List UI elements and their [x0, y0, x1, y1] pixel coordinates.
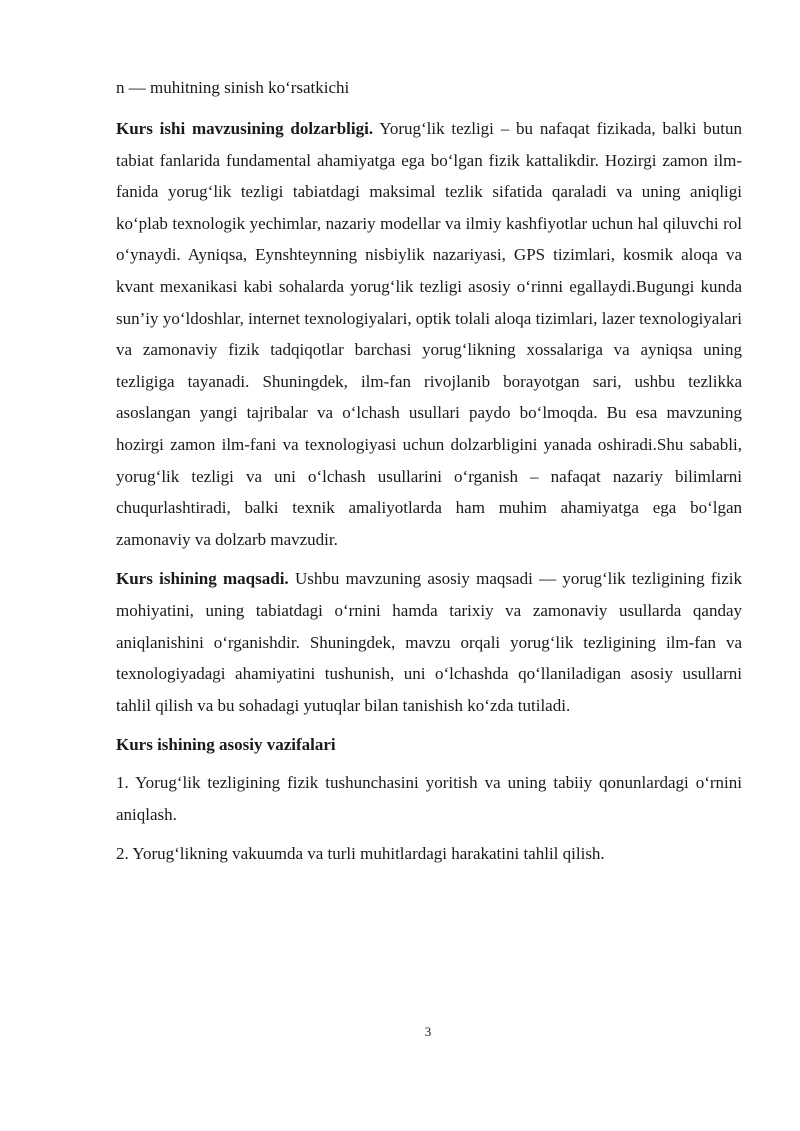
relevance-paragraph: [116, 113, 742, 555]
goal-paragraph: [116, 563, 742, 721]
task-item-1: 1. Yorugʻlik tezligining fizik tushunchasini yoritish va uning tabiiy qonunlardagi oʻrnini aniqlash.: [116, 773, 742, 824]
page-content: [116, 72, 742, 878]
page-number: 3: [424, 1024, 432, 1039]
tasks-heading: Kurs ishining asosiy vazifalari: [116, 735, 336, 755]
relevance-text: Yorugʻlik tezligi – bu nafaqat fizikada, balki butun tabiat fanlarida fundamental ahamiyatga ega boʻlgan fizik kattalikdir. Hozirgi zamon ilm-fanida yorugʻlik tezligi tabiatdagi maksimal tezlik sifatida qaraladi va uning aniqligi koʻplab texnologik yechimlar, nazariy modellar va ilmiy kashfiyotlar uchun hal qiluvchi rol oʻynaydi. Ayniqsa, Eynshteynning nisbiylik nazariyasi, GPS tizimlari, kosmik aloqa va kvant mexanikasi kabi sohalarda yorugʻlik tezligi asosiy oʻrinni egallaydi.Bugungi kunda sun’iy yoʻldoshlar, internet texnologiyalari, optik tolali aloqa tizimlari, lazer texnologiyalari va zamonaviy fizik tadqiqotlar barchasi yorugʻlikning xossalariga va ayniqsa uning tezligiga tayanadi. Shuningdek, ilm-fan rivojlanib borayotgan sari, ushbu tezlikka asoslangan yangi tajribalar va oʻlchash usullari paydo boʻlmoqda. Bu esa mavzuning hozirgi zamon ilm-fani va texnologiyasi uchun dolzarbligini yanada oshiradi.Shu sababli, yorugʻlik tezligi va uni oʻlchash usullarini oʻrganish – nafaqat nazariy bilimlarni chuqurlashtiradi, balki texnik amaliyotlarda ham muhim ahamiyatga ega boʻlgan zamonaviy va dolzarb mavzudir.: [116, 119, 742, 549]
relevance-heading: Kurs ishi mavzusining dolzarbligi.: [116, 119, 374, 138]
task-item-2: 2. Yorugʻlikning vakuumda va turli muhitlardagi harakatini tahlil qilish.: [116, 844, 605, 864]
goal-heading: Kurs ishining maqsadi.: [116, 569, 289, 589]
formula-note: n — muhitning sinish koʻrsatkichi: [116, 78, 350, 97]
goal-text: Ushbu mavzuning asosiy maqsadi — yorugʻlik tezligining fizik mohiyatini, uning tabiatdagi oʻrnini hamda tarixiy va zamonaviy usullarda qanday aniqlanishini oʻrganishdir. Shuningdek, mavzu orqali yorugʻlik tezligining ilm-fan va texnologiyadagi ahamiyatini tushunish, uni oʻlchashda qoʻllaniladigan asosiy usullarni tahlil qilish va bu sohadagi yutuqlar bilan tanishish koʻzda tutiladi.: [116, 569, 742, 715]
